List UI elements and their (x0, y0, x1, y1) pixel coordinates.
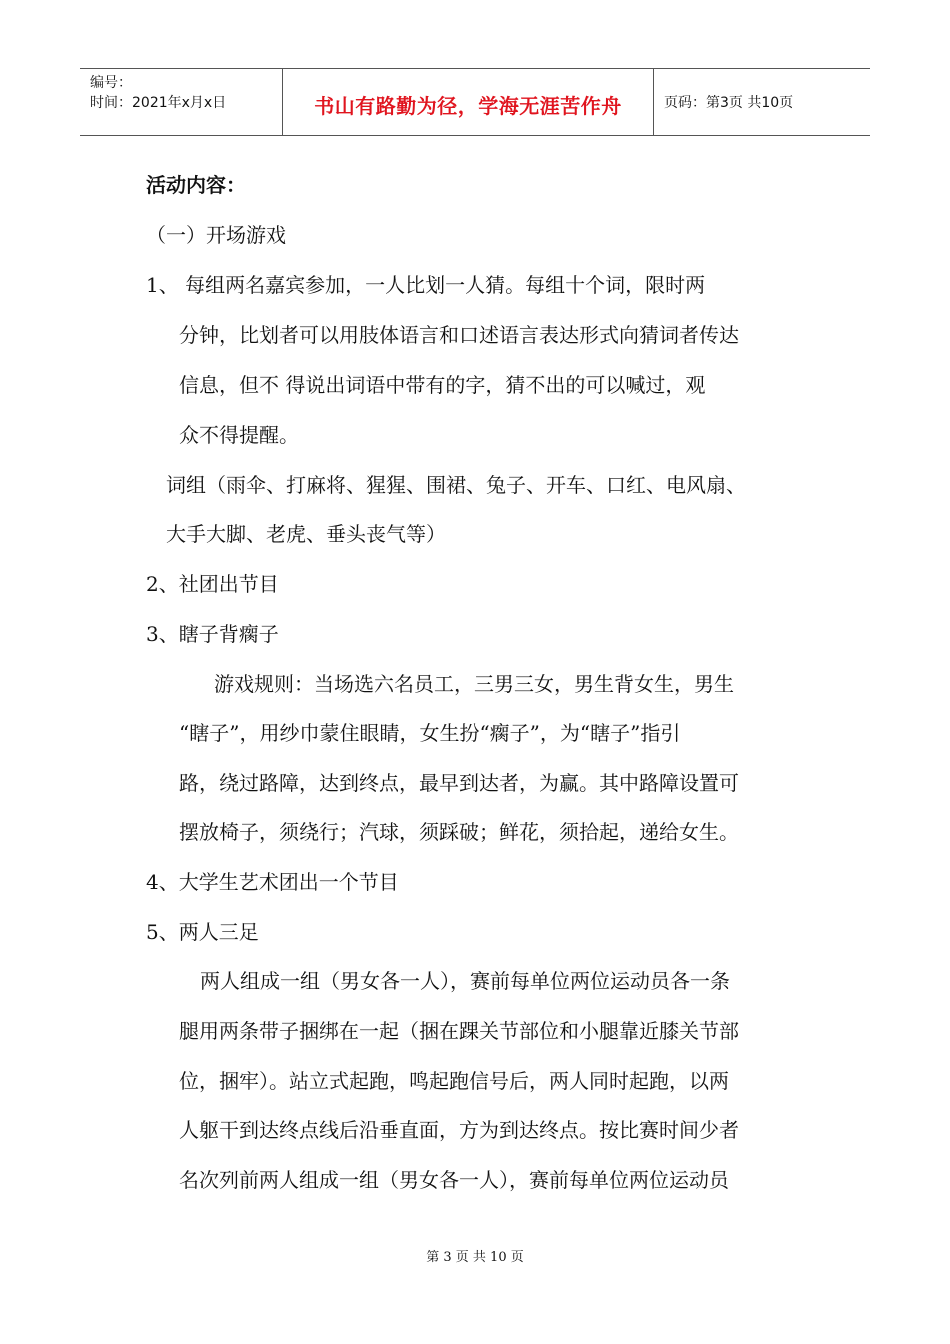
text-line: 信息，但不 得说出词语中带有的字，猜不出的可以喊过，观 (179, 373, 706, 397)
text-line: 4、大学生艺术团出一个节目 (146, 870, 399, 894)
subsection-title: （一）开场游戏 (146, 223, 286, 247)
page-info: 页码：第3页 共10页 (664, 95, 794, 111)
motto: 书山有路勤为径，学海无涯苦作舟 (314, 93, 622, 118)
text-line: 游戏规则：当场选六名员工，三男三女，男生背女生，男生 (214, 672, 734, 696)
page-footer: 第 3 页 共 10 页 (426, 1250, 524, 1265)
text-line: 词组（雨伞、打麻将、猩猩、围裙、兔子、开车、口红、电风扇、 (166, 473, 746, 497)
text-line: 路，绕过路障，达到终点，最早到达者，为赢。其中路障设置可 (179, 771, 739, 795)
code-label: 编号： (90, 75, 132, 91)
text-line: 3、瞎子背瘸子 (146, 622, 279, 646)
text-line: 名次列前两人组成一组（男女各一人），赛前每单位两位运动员 (179, 1168, 729, 1192)
text-line: 5、两人三足 (146, 920, 259, 944)
text-line: 1、 每组两名嘉宾参加，一人比划一人猜。每组十个词，限时两 (146, 273, 706, 297)
text-line: 众不得提醒。 (179, 423, 299, 447)
text-line: 大手大脚、老虎、垂头丧气等） (166, 522, 446, 546)
section-title: 活动内容： (146, 173, 246, 197)
header-motto-cell (283, 69, 654, 135)
text-line: 两人组成一组（男女各一人），赛前每单位两位运动员各一条 (200, 969, 730, 993)
text-line: 2、社团出节目 (146, 572, 279, 596)
header-meta (80, 69, 283, 135)
time-label: 时间：2021年x月x日 (90, 95, 227, 111)
header-page-cell (654, 69, 870, 135)
header-table (80, 68, 870, 136)
text-line: 摆放椅子，须绕行；汽球，须踩破；鲜花，须拾起，递给女生。 (179, 820, 739, 844)
text-line: 人躯干到达终点线后沿垂直面，方为到达终点。按比赛时间少者 (179, 1118, 739, 1142)
text-line: 位，捆牢）。站立式起跑，鸣起跑信号后，两人同时起跑，以两 (179, 1069, 729, 1093)
text-line: 分钟，比划者可以用肢体语言和口述语言表达形式向猜词者传达 (179, 323, 739, 347)
text-line: 腿用两条带子捆绑在一起（捆在踝关节部位和小腿靠近膝关节部 (179, 1019, 739, 1043)
text-line: “瞎子”，用纱巾蒙住眼睛，女生扮“瘸子”，为“瞎子”指引 (179, 721, 681, 745)
